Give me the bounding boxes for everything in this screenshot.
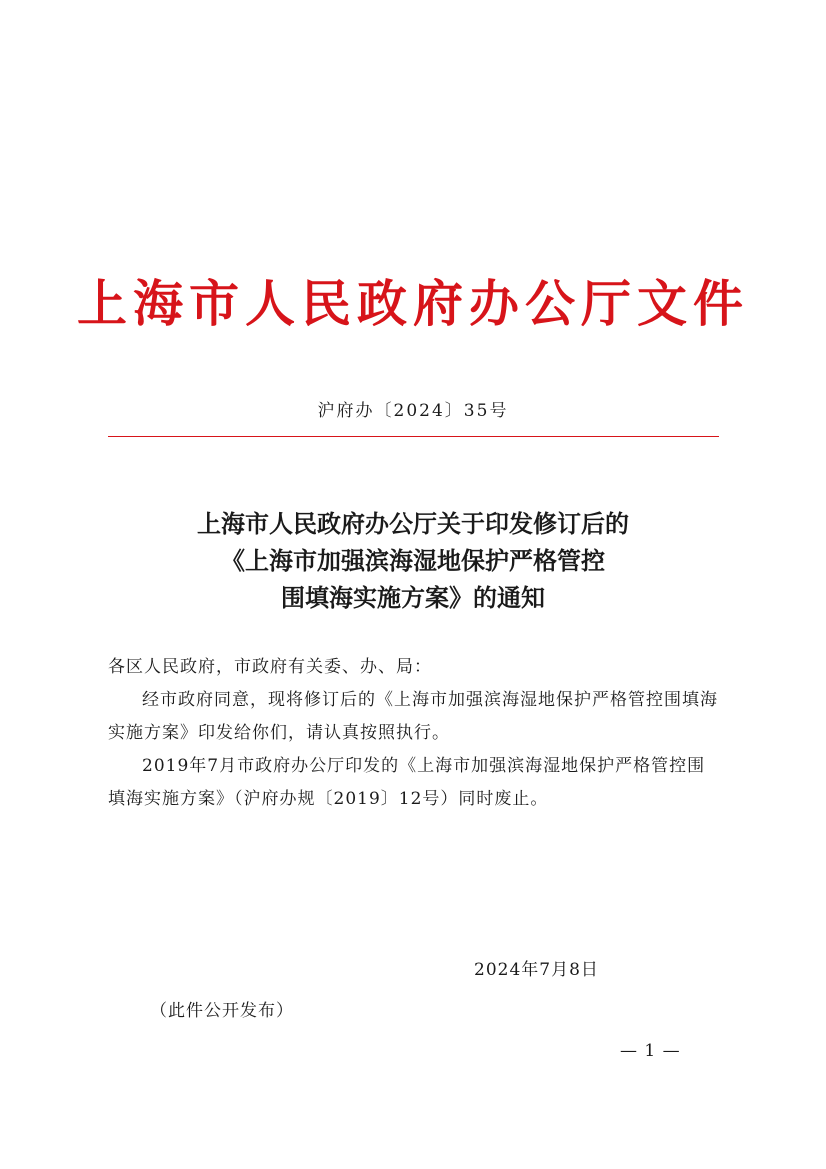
issue-date: 2024年7月8日 [474,960,599,980]
document-header-title: 上海市人民政府办公厅文件 [77,274,749,333]
red-divider-line [108,436,719,437]
body-paragraph-2: 2019年7月市政府办公厅印发的《上海市加强滨海湿地保护严格管控围填海实施方案》（沪府办规〔2019〕12号）同时废止。 [108,756,706,809]
publish-note: （此件公开发布） [150,1001,294,1021]
recipients-line: 各区人民政府，市政府有关委、办、局： [108,657,432,677]
document-number: 沪府办〔2024〕35号 [317,401,509,421]
notice-body [108,651,720,816]
body-paragraph-1: 经市政府同意，现将修订后的《上海市加强滨海湿地保护严格管控围填海实施方案》印发给你们，请认真按照执行。 [108,690,718,743]
notice-title-line-2: 《上海市加强滨海湿地保护严格管控 [221,546,605,575]
notice-title [0,505,826,616]
page-number: — 1 — [620,1041,681,1061]
notice-title-line-1: 上海市人民政府办公厅关于印发修订后的 [197,509,629,538]
notice-title-line-3: 围填海实施方案》的通知 [281,583,545,612]
